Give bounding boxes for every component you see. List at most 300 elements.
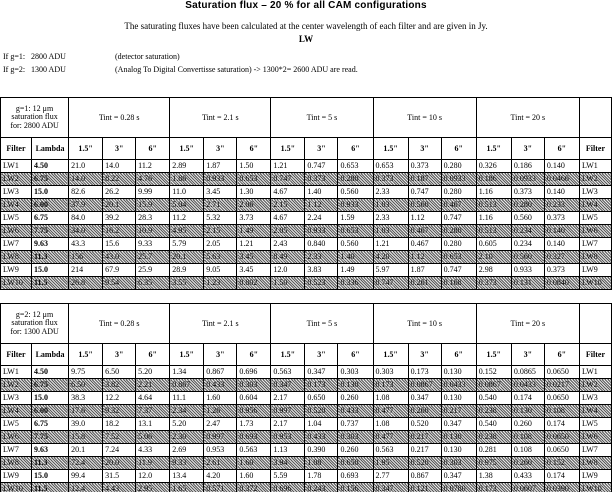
flux-cell <box>69 173 103 186</box>
flux-cell <box>69 264 103 277</box>
gain-note-text: (Analog To Digital Convertisse saturation) -> 1300*2= 2600 ADU are read. <box>115 65 358 74</box>
flux-cell <box>237 431 271 444</box>
flux-cell <box>408 251 441 264</box>
flux-cell <box>69 277 103 290</box>
flux-cell <box>408 392 441 405</box>
flux-cell <box>237 277 271 290</box>
cell-value: 12.2 <box>105 393 120 402</box>
cell-value: 0.174 <box>513 393 532 402</box>
cell-value: 2.06 <box>239 200 254 209</box>
flux-cell <box>511 405 544 418</box>
flux-cell <box>237 264 271 277</box>
flux-cell <box>69 366 103 379</box>
cell-value: 0.326 <box>478 161 497 170</box>
table-row <box>1 379 612 392</box>
lambda-cell <box>31 392 68 405</box>
cell-value: 2.15 <box>206 226 221 235</box>
cell-value: LW6 <box>3 432 19 441</box>
cell-value: 1.78 <box>307 471 322 480</box>
cell-value: 0.280 <box>513 200 532 209</box>
cell-value: 0.433 <box>206 380 225 389</box>
cell-value: 15.6 <box>105 239 120 248</box>
flux-cell <box>237 225 271 238</box>
gain-note-condition: If g=2: <box>3 65 26 74</box>
cell-value: 25.9 <box>138 265 153 274</box>
cell-value: 1.59 <box>340 213 355 222</box>
tint-header: Tint = 5 s <box>271 304 373 344</box>
cell-value: 3.94 <box>273 458 288 467</box>
column-header: 3" <box>103 344 136 366</box>
cell-value: 0.130 <box>513 406 532 415</box>
cell-value: 1.08 <box>307 458 322 467</box>
flux-cell <box>476 186 511 199</box>
column-header: 6" <box>338 344 373 366</box>
flux-cell <box>544 379 579 392</box>
flux-cell <box>408 405 441 418</box>
cell-value: LW3 <box>581 187 598 196</box>
cell-value: 2.33 <box>375 187 390 196</box>
cell-value: 2.77 <box>375 471 390 480</box>
flux-cell <box>271 173 305 186</box>
cell-value: 0.0390 <box>546 484 569 492</box>
filter-cell <box>1 212 32 225</box>
cell-value: 0.173 <box>478 484 497 492</box>
cell-value: 28.3 <box>138 213 153 222</box>
cell-value: 9.54 <box>105 278 120 287</box>
cell-value: 39.0 <box>71 419 86 428</box>
table-row <box>1 366 612 379</box>
cell-value: 0.653 <box>239 174 258 183</box>
flux-cell <box>408 470 441 483</box>
column-header: Filter <box>1 344 32 366</box>
cell-value: 4.67 <box>273 187 288 196</box>
flux-cell <box>103 392 136 405</box>
filter-cell <box>579 431 611 444</box>
flux-cell <box>476 470 511 483</box>
flux-cell <box>408 277 441 290</box>
flux-cell <box>373 160 408 173</box>
flux-cell <box>511 366 544 379</box>
cell-value: 1.12 <box>410 213 425 222</box>
flux-cell <box>408 173 441 186</box>
column-header: 3" <box>204 138 237 160</box>
flux-cell <box>476 264 511 277</box>
cell-value: 0.933 <box>513 265 532 274</box>
table-row <box>1 199 612 212</box>
flux-cell <box>441 392 476 405</box>
cell-value: LW9 <box>3 265 19 274</box>
cell-value: 0.0650 <box>546 432 569 441</box>
cell-value: 0.840 <box>307 239 326 248</box>
cell-value: 2.24 <box>307 213 322 222</box>
flux-cell <box>373 251 408 264</box>
cell-value: 0.217 <box>410 432 429 441</box>
cell-value: 4.95 <box>172 226 187 235</box>
flux-cell <box>271 199 305 212</box>
flux-cell <box>441 160 476 173</box>
table-row <box>1 238 612 251</box>
flux-cell <box>441 470 476 483</box>
cell-value: 4.50 <box>33 367 48 376</box>
cell-value: 0.747 <box>307 161 326 170</box>
flux-cell <box>338 264 373 277</box>
flux-cell <box>511 160 544 173</box>
flux-cell <box>373 444 408 457</box>
cell-value: 6.35 <box>138 278 153 287</box>
cell-value: 0.260 <box>340 393 359 402</box>
flux-cell <box>271 160 305 173</box>
cell-value: LW1 <box>581 161 598 170</box>
cell-value: 0.0840 <box>546 278 569 287</box>
flux-cell <box>103 366 136 379</box>
flux-cell <box>408 238 441 251</box>
cell-value: 14.0 <box>105 161 120 170</box>
cell-value: 6.00 <box>33 406 48 415</box>
table-row <box>1 225 612 238</box>
column-header: 1.5" <box>69 344 103 366</box>
cell-value: LW7 <box>3 445 19 454</box>
cell-value: 0.747 <box>273 174 292 183</box>
gain-note-value: 2800 ADU <box>31 52 66 61</box>
cell-value: 0.347 <box>410 393 429 402</box>
cell-value: 2.33 <box>307 252 322 261</box>
cell-value: 0.747 <box>443 265 462 274</box>
cell-value: 0.186 <box>478 174 497 183</box>
flux-cell <box>136 444 170 457</box>
flux-cell <box>338 392 373 405</box>
corner-line: for: 1300 ADU <box>10 326 59 336</box>
cell-value: 1.23 <box>206 278 221 287</box>
cell-value: LW9 <box>3 471 19 480</box>
cell-value: 0.933 <box>206 174 225 183</box>
flux-cell <box>103 186 136 199</box>
filter-cell <box>579 251 611 264</box>
cell-value: 6.75 <box>33 380 48 389</box>
cell-value: 0.373 <box>546 213 565 222</box>
filter-cell <box>1 379 32 392</box>
cell-value: 0.238 <box>478 406 497 415</box>
cell-value: 1.50 <box>273 278 288 287</box>
filter-cell <box>1 199 32 212</box>
cell-value: 72.4 <box>71 458 86 467</box>
cell-value: 7.37 <box>138 406 153 415</box>
flux-cell <box>305 392 338 405</box>
cell-value: 0.186 <box>513 161 532 170</box>
flux-cell <box>544 225 579 238</box>
cell-value: 0.653 <box>340 226 359 235</box>
flux-cell <box>136 225 170 238</box>
table-row <box>1 264 612 277</box>
cell-value: 0.563 <box>375 445 394 454</box>
flux-cell <box>476 405 511 418</box>
flux-cell <box>544 444 579 457</box>
flux-cell <box>204 225 237 238</box>
filter-cell <box>579 173 611 186</box>
cell-value: 0.933 <box>307 226 326 235</box>
flux-cell <box>237 212 271 225</box>
cell-value: LW10 <box>3 484 23 492</box>
flux-cell <box>170 431 204 444</box>
flux-cell <box>136 392 170 405</box>
filter-cell <box>1 431 32 444</box>
column-header-row <box>1 344 612 366</box>
cell-value: 2.05 <box>273 226 288 235</box>
cell-value: LW4 <box>3 406 19 415</box>
flux-cell <box>338 277 373 290</box>
cell-value: 0.303 <box>443 458 462 467</box>
flux-cell <box>544 277 579 290</box>
cell-value: LW2 <box>581 174 598 183</box>
flux-cell <box>373 277 408 290</box>
flux-cell <box>103 212 136 225</box>
flux-cell <box>476 379 511 392</box>
cell-value: 1.08 <box>375 393 390 402</box>
flux-cell <box>373 418 408 431</box>
cell-value: 9.32 <box>105 406 120 415</box>
cell-value: 0.0650 <box>546 445 569 454</box>
flux-cell <box>544 160 579 173</box>
cell-value: 6.00 <box>33 200 48 209</box>
filter-cell <box>1 277 32 290</box>
column-header: 3" <box>204 344 237 366</box>
cell-value: 0.261 <box>410 278 429 287</box>
flux-cell <box>170 379 204 392</box>
cell-value: 11.5 <box>33 484 48 492</box>
flux-cell <box>170 264 204 277</box>
flux-cell <box>103 238 136 251</box>
flux-cell <box>511 457 544 470</box>
flux-cell <box>237 483 271 492</box>
cell-value: 0.187 <box>410 174 429 183</box>
cell-value: 2.10 <box>478 252 493 261</box>
cell-value: 1.16 <box>478 187 493 196</box>
cell-value: 11.2 <box>138 161 152 170</box>
cell-value: 1.30 <box>239 187 254 196</box>
cell-value: 0.280 <box>443 161 462 170</box>
tint-header: Tint = 2.1 s <box>170 98 271 138</box>
cell-value: 43.3 <box>71 239 86 248</box>
flux-cell <box>441 173 476 186</box>
flux-cell <box>511 238 544 251</box>
cell-value: 43.0 <box>105 252 120 261</box>
cell-value: 0.0933 <box>443 174 466 183</box>
flux-cell <box>170 238 204 251</box>
cell-value: 13.4 <box>172 471 187 480</box>
cell-value: 20.1 <box>105 200 120 209</box>
cell-value: LW4 <box>581 406 598 415</box>
flux-cell <box>69 405 103 418</box>
cell-value: 1.86 <box>172 174 187 183</box>
cell-value: 1.21 <box>375 239 390 248</box>
cell-value: 2.33 <box>375 213 390 222</box>
flux-cell <box>511 444 544 457</box>
flux-cell <box>170 277 204 290</box>
lambda-cell <box>31 238 68 251</box>
cell-value: 0.560 <box>340 239 359 248</box>
flux-cell <box>271 225 305 238</box>
gain-corner-cell <box>1 98 69 138</box>
cell-value: 9.33 <box>172 458 187 467</box>
flux-cell <box>305 431 338 444</box>
column-header: 1.5" <box>69 138 103 160</box>
cell-value: 20.0 <box>105 458 120 467</box>
lambda-cell <box>31 277 68 290</box>
flux-cell <box>69 392 103 405</box>
cell-value: 0.467 <box>410 226 429 235</box>
cell-value: 5.20 <box>172 419 187 428</box>
cell-value: 3.45 <box>239 252 254 261</box>
flux-cell <box>476 251 511 264</box>
cell-value: 0.108 <box>513 432 532 441</box>
cell-value: LW6 <box>3 226 19 235</box>
flux-cell <box>136 483 170 492</box>
cell-value: 0.477 <box>375 432 394 441</box>
column-header: Lambda <box>31 344 68 366</box>
filter-cell <box>579 277 611 290</box>
column-header: 1.5" <box>170 344 204 366</box>
cell-value: LW7 <box>581 239 598 248</box>
flux-cell <box>544 251 579 264</box>
flux-cell <box>271 405 305 418</box>
lambda-cell <box>31 264 68 277</box>
cell-value: 5.32 <box>206 213 221 222</box>
column-header: 6" <box>544 138 579 160</box>
flux-cell <box>373 431 408 444</box>
flux-cell <box>373 199 408 212</box>
flux-cell <box>271 238 305 251</box>
flux-cell <box>271 457 305 470</box>
cell-value: 0.433 <box>307 432 326 441</box>
flux-cell <box>237 238 271 251</box>
cell-value: 0.997 <box>273 406 292 415</box>
flux-cell <box>170 160 204 173</box>
tint-header: Tint = 20 s <box>476 98 579 138</box>
cell-value: 3.73 <box>239 213 254 222</box>
cell-value: 0.520 <box>410 419 429 428</box>
flux-cell <box>373 264 408 277</box>
filter-cell <box>1 392 32 405</box>
filter-cell <box>579 457 611 470</box>
lambda-cell <box>31 225 68 238</box>
cell-value: 0.650 <box>340 458 359 467</box>
flux-cell <box>511 277 544 290</box>
flux-cell <box>136 264 170 277</box>
flux-cell <box>103 225 136 238</box>
blank-cell <box>579 98 611 138</box>
cell-value: 0.953 <box>206 445 225 454</box>
cell-value: 11.3 <box>33 458 48 467</box>
filter-cell <box>1 405 32 418</box>
flux-cell <box>204 264 237 277</box>
flux-cell <box>373 225 408 238</box>
cell-value: 0.373 <box>513 187 532 196</box>
table-row <box>1 418 612 431</box>
cell-value: 9.05 <box>206 265 221 274</box>
cell-value: 0.234 <box>513 226 532 235</box>
cell-value: 0.156 <box>340 484 359 492</box>
cell-value: 6.75 <box>33 213 48 222</box>
flux-cell <box>305 483 338 492</box>
cell-value: 1.65 <box>172 484 187 492</box>
cell-value: 18.2 <box>105 419 120 428</box>
flux-cell <box>511 431 544 444</box>
flux-cell <box>511 418 544 431</box>
cell-value: 0.975 <box>478 458 497 467</box>
cell-value: 5.04 <box>172 200 187 209</box>
flux-cell <box>271 212 305 225</box>
cell-value: 0.140 <box>546 161 565 170</box>
page-subtitle: The saturating fluxes have been calculated at the center wavelength of each filter and are given in Jy. <box>124 21 488 31</box>
column-header: 3" <box>305 344 338 366</box>
cell-value: 2.34 <box>172 406 187 415</box>
cell-value: 7.52 <box>105 432 120 441</box>
cell-value: 1.60 <box>239 458 254 467</box>
flux-cell <box>170 199 204 212</box>
cell-value: 0.747 <box>443 213 462 222</box>
filter-cell <box>1 160 32 173</box>
cell-value: 0.467 <box>443 200 462 209</box>
cell-value: 0.540 <box>478 393 497 402</box>
flux-cell <box>373 392 408 405</box>
cell-value: 11.0 <box>172 187 186 196</box>
cell-value: 3.82 <box>105 380 120 389</box>
cell-value: 0.693 <box>340 471 359 480</box>
tint-header: Tint = 0.28 s <box>69 304 170 344</box>
cell-value: 1.21 <box>273 161 288 170</box>
cell-value: 0.373 <box>410 161 429 170</box>
filter-cell <box>579 199 611 212</box>
filter-cell <box>1 444 32 457</box>
flux-cell <box>305 418 338 431</box>
cell-value: LW10 <box>3 278 23 287</box>
cell-value: 0.373 <box>478 278 497 287</box>
cell-value: 39.2 <box>105 213 120 222</box>
cell-value: 31.5 <box>105 471 120 480</box>
flux-cell <box>271 251 305 264</box>
flux-cell <box>69 444 103 457</box>
flux-cell <box>476 225 511 238</box>
cell-value: 6.50 <box>71 380 86 389</box>
flux-cell <box>237 418 271 431</box>
lambda-cell <box>31 405 68 418</box>
flux-cell <box>170 457 204 470</box>
cell-value: 7.24 <box>105 445 120 454</box>
flux-cell <box>237 199 271 212</box>
flux-cell <box>170 405 204 418</box>
flux-cell <box>408 160 441 173</box>
flux-cell <box>544 470 579 483</box>
flux-cell <box>373 405 408 418</box>
flux-cell <box>204 186 237 199</box>
cell-value: 2.21 <box>138 380 153 389</box>
cell-value: LW5 <box>581 213 598 222</box>
cell-value: 10.9 <box>138 226 153 235</box>
flux-cell <box>408 199 441 212</box>
flux-cell <box>271 483 305 492</box>
cell-value: 0.433 <box>340 406 359 415</box>
flux-cell <box>237 173 271 186</box>
cell-value: LW2 <box>581 380 598 389</box>
flux-cell <box>441 457 476 470</box>
cell-value: 0.108 <box>513 445 532 454</box>
flux-cell <box>103 470 136 483</box>
flux-cell <box>305 238 338 251</box>
flux-cell <box>69 457 103 470</box>
cell-value: 0.303 <box>340 367 359 376</box>
cell-value: LW5 <box>3 419 19 428</box>
cell-value: 1.03 <box>375 226 390 235</box>
flux-cell <box>544 199 579 212</box>
